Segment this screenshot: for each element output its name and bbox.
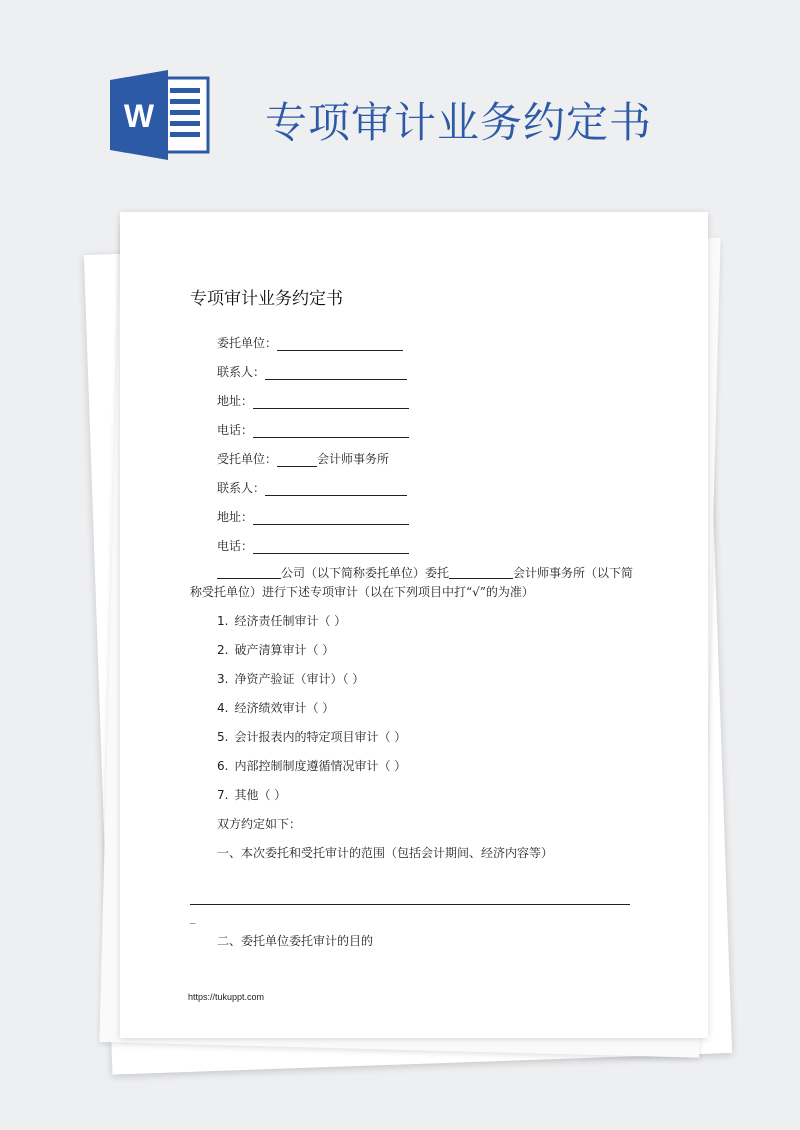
blank-line (253, 541, 409, 554)
firm-unit-field (217, 450, 389, 467)
firm-address-field (217, 508, 409, 525)
list-item: 3. 净资产验证（审计）（ ） (217, 672, 365, 686)
list-item: 4. 经济绩效审计（ ） (217, 701, 335, 715)
intro-part2: 会计师事务所（以下简称受托单位）进行下述专项审计（以在下列项目中打“√”的为准） (190, 566, 634, 599)
blank-line (190, 904, 630, 905)
blank-line (265, 483, 407, 496)
intro-part1: 公司（以下简称委托单位）委托 (281, 566, 450, 580)
field-label: 地址： (217, 510, 254, 524)
list-item: 1. 经济责任制审计（ ） (217, 614, 347, 628)
field-label: 电话： (217, 539, 254, 553)
blank-line (265, 367, 407, 380)
blank-line (253, 512, 409, 525)
blank-line (277, 338, 403, 351)
document-page (120, 212, 708, 1038)
field-label: 联系人： (217, 365, 266, 379)
firm-phone-field (217, 537, 409, 554)
field-label: 地址： (217, 394, 254, 408)
list-item: 6. 内部控制制度遵循情况审计（ ） (217, 759, 407, 773)
blank-line (217, 566, 281, 579)
agreement-heading: 双方约定如下： (217, 817, 302, 831)
client-unit-field (217, 334, 403, 351)
banner (0, 0, 800, 200)
document-title: 专项审计业务约定书 (190, 289, 343, 309)
blank-line (277, 454, 317, 467)
field-label: 委托单位： (217, 336, 278, 350)
blank-line (253, 425, 409, 438)
section-2-heading: 二、委托单位委托审计的目的 (217, 934, 374, 948)
field-label: 电话： (217, 423, 254, 437)
blank-line (253, 396, 409, 409)
section-1-heading: 一、本次委托和受托审计的范围（包括会计期间、经济内容等） (217, 846, 554, 860)
banner-title: 专项审计业务约定书 (265, 98, 653, 147)
firm-suffix: 会计师事务所 (317, 452, 390, 466)
footer-url: https://tukuppt.com (188, 992, 265, 1002)
client-contact-field (217, 363, 407, 380)
list-item: 2. 破产清算审计（ ） (217, 643, 335, 657)
client-phone-field (217, 421, 409, 438)
logo-letter: W (123, 98, 155, 134)
dash-mark: _ (190, 911, 196, 924)
client-address-field (217, 392, 409, 409)
word-document-icon (108, 70, 213, 160)
list-item: 7. 其他（ ） (217, 788, 287, 802)
list-item: 5. 会计报表内的特定项目审计（ ） (217, 730, 407, 744)
field-label: 受托单位： (217, 452, 278, 466)
firm-contact-field (217, 479, 407, 496)
intro-paragraph (190, 564, 640, 602)
blank-line (449, 566, 513, 579)
field-label: 联系人： (217, 481, 266, 495)
